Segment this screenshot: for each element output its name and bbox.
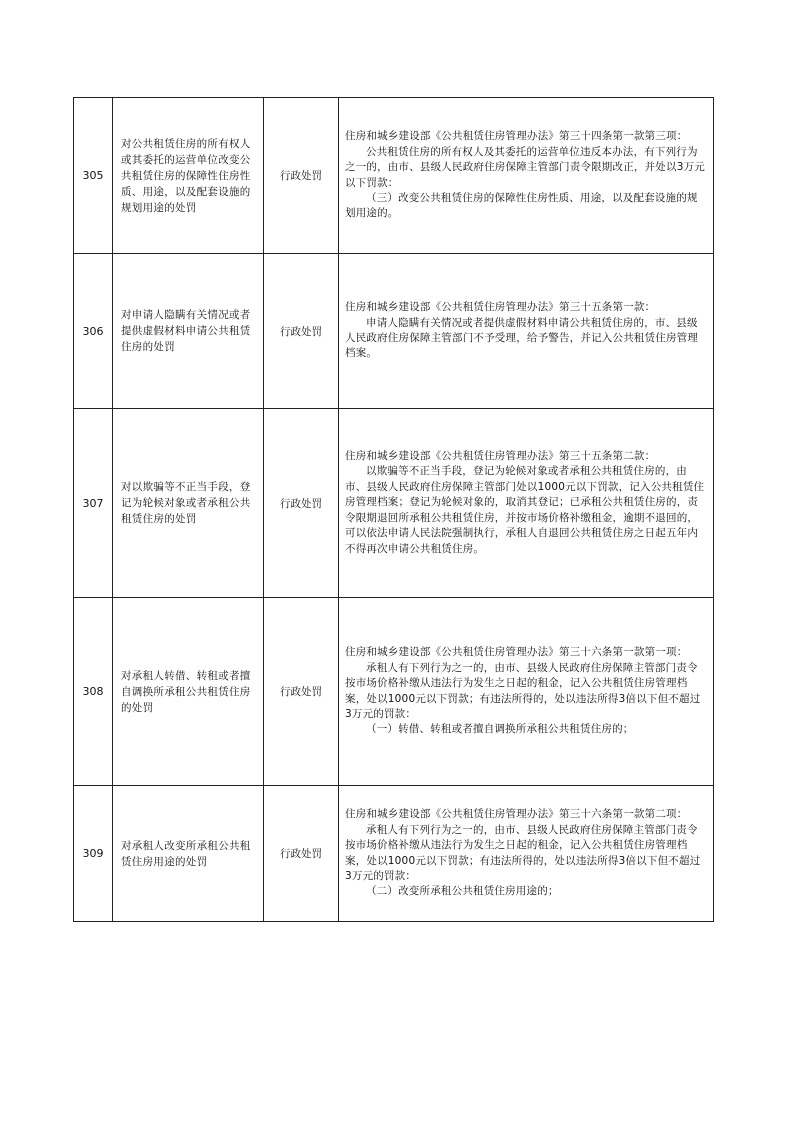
basis-title: 住房和城乡建设部《公共租赁住房管理办法》第三十五条第二款： — [345, 450, 656, 463]
penalty-table — [73, 97, 714, 922]
item-number: 308 — [74, 598, 113, 786]
basis-title: 住房和城乡建设部《公共租赁住房管理办法》第三十四条第一款第三项： — [345, 130, 688, 143]
item-number: 307 — [74, 409, 113, 598]
item-name: 对承租人转借、转租或者擅自调换所承租公共租赁住房的处罚 — [113, 598, 264, 786]
legal-basis — [339, 598, 714, 786]
legal-basis — [339, 786, 714, 922]
item-type: 行政处罚 — [264, 98, 339, 254]
basis-body: 申请人隐瞒有关情况或者提供虚假材料申请公共租赁住房的，市、县级人民政府住房保障主管部门不予受理，给予警告，并记入公共租赁住房管理档案。 — [345, 316, 699, 360]
basis-item: （三）改变公共租赁住房的保障性住房性质、用途，以及配套设施的规划用途的。 — [345, 191, 698, 220]
legal-basis — [339, 254, 714, 409]
basis-title: 住房和城乡建设部《公共租赁住房管理办法》第三十六条第一款第一项： — [345, 646, 688, 659]
item-type: 行政处罚 — [264, 409, 339, 598]
basis-title: 住房和城乡建设部《公共租赁住房管理办法》第三十六条第一款第二项： — [345, 808, 688, 821]
item-type: 行政处罚 — [264, 254, 339, 409]
item-name: 对公共租赁住房的所有权人或其委托的运营单位改变公共租赁住房的保障性住房性质、用途，以及配套设施的规划用途的处罚 — [113, 98, 264, 254]
basis-body: 公共租赁住房的所有权人及其委托的运营单位违反本办法，有下列行为之一的，由市、县级人民政府住房保障主管部门责令限期改正，并处以3万元以下罚款： — [345, 145, 705, 189]
item-name: 对申请人隐瞒有关情况或者提供虚假材料申请公共租赁住房的处罚 — [113, 254, 264, 409]
item-name: 对以欺骗等不正当手段，登记为轮候对象或者承租公共租赁住房的处罚 — [113, 409, 264, 598]
table-row — [74, 409, 714, 598]
item-number: 305 — [74, 98, 113, 254]
basis-item: （二）改变所承租公共租赁住房用途的； — [366, 885, 559, 898]
item-type: 行政处罚 — [264, 598, 339, 786]
item-number: 306 — [74, 254, 113, 409]
basis-body: 承租人有下列行为之一的，由市、县级人民政府住房保障主管部门责令按市场价格补缴从违法行为发生之日起的租金，记入公共租赁住房管理档案，处以1000元以下罚款；有违法所得的，处以违法所得3倍以下但不超过3万元的罚款： — [345, 823, 701, 882]
basis-body: 以欺骗等不正当手段，登记为轮候对象或者承租公共租赁住房的，由市、县级人民政府住房保障主管部门处以1000元以下罚款，记入公共租赁住房管理档案；登记为轮候对象的，取消其登记；已承租公共租赁住房的，责令限期退回所承租公共租赁住房，并按市场价格补缴租金，逾期不退回的，可以依法申请人民法院强制执行，承租人自退回公共租赁住房之日起五年内不得再次申请公共租赁住房。 — [345, 465, 705, 555]
basis-title: 住房和城乡建设部《公共租赁住房管理办法》第三十五条第一款： — [345, 301, 656, 314]
basis-item: （一）转借、转租或者擅自调换所承租公共租赁住房的； — [366, 723, 634, 736]
table-row — [74, 598, 714, 786]
item-name: 对承租人改变所承租公共租赁住房用途的处罚 — [113, 786, 264, 922]
table-row — [74, 254, 714, 409]
table-row — [74, 786, 714, 922]
table-row — [74, 98, 714, 254]
legal-basis — [339, 409, 714, 598]
item-number: 309 — [74, 786, 113, 922]
legal-basis — [339, 98, 714, 254]
item-type: 行政处罚 — [264, 786, 339, 922]
basis-body: 承租人有下列行为之一的，由市、县级人民政府住房保障主管部门责令按市场价格补缴从违法行为发生之日起的租金，记入公共租赁住房管理档案，处以1000元以下罚款；有违法所得的，处以违法所得3倍以下但不超过3万元的罚款： — [345, 661, 701, 720]
